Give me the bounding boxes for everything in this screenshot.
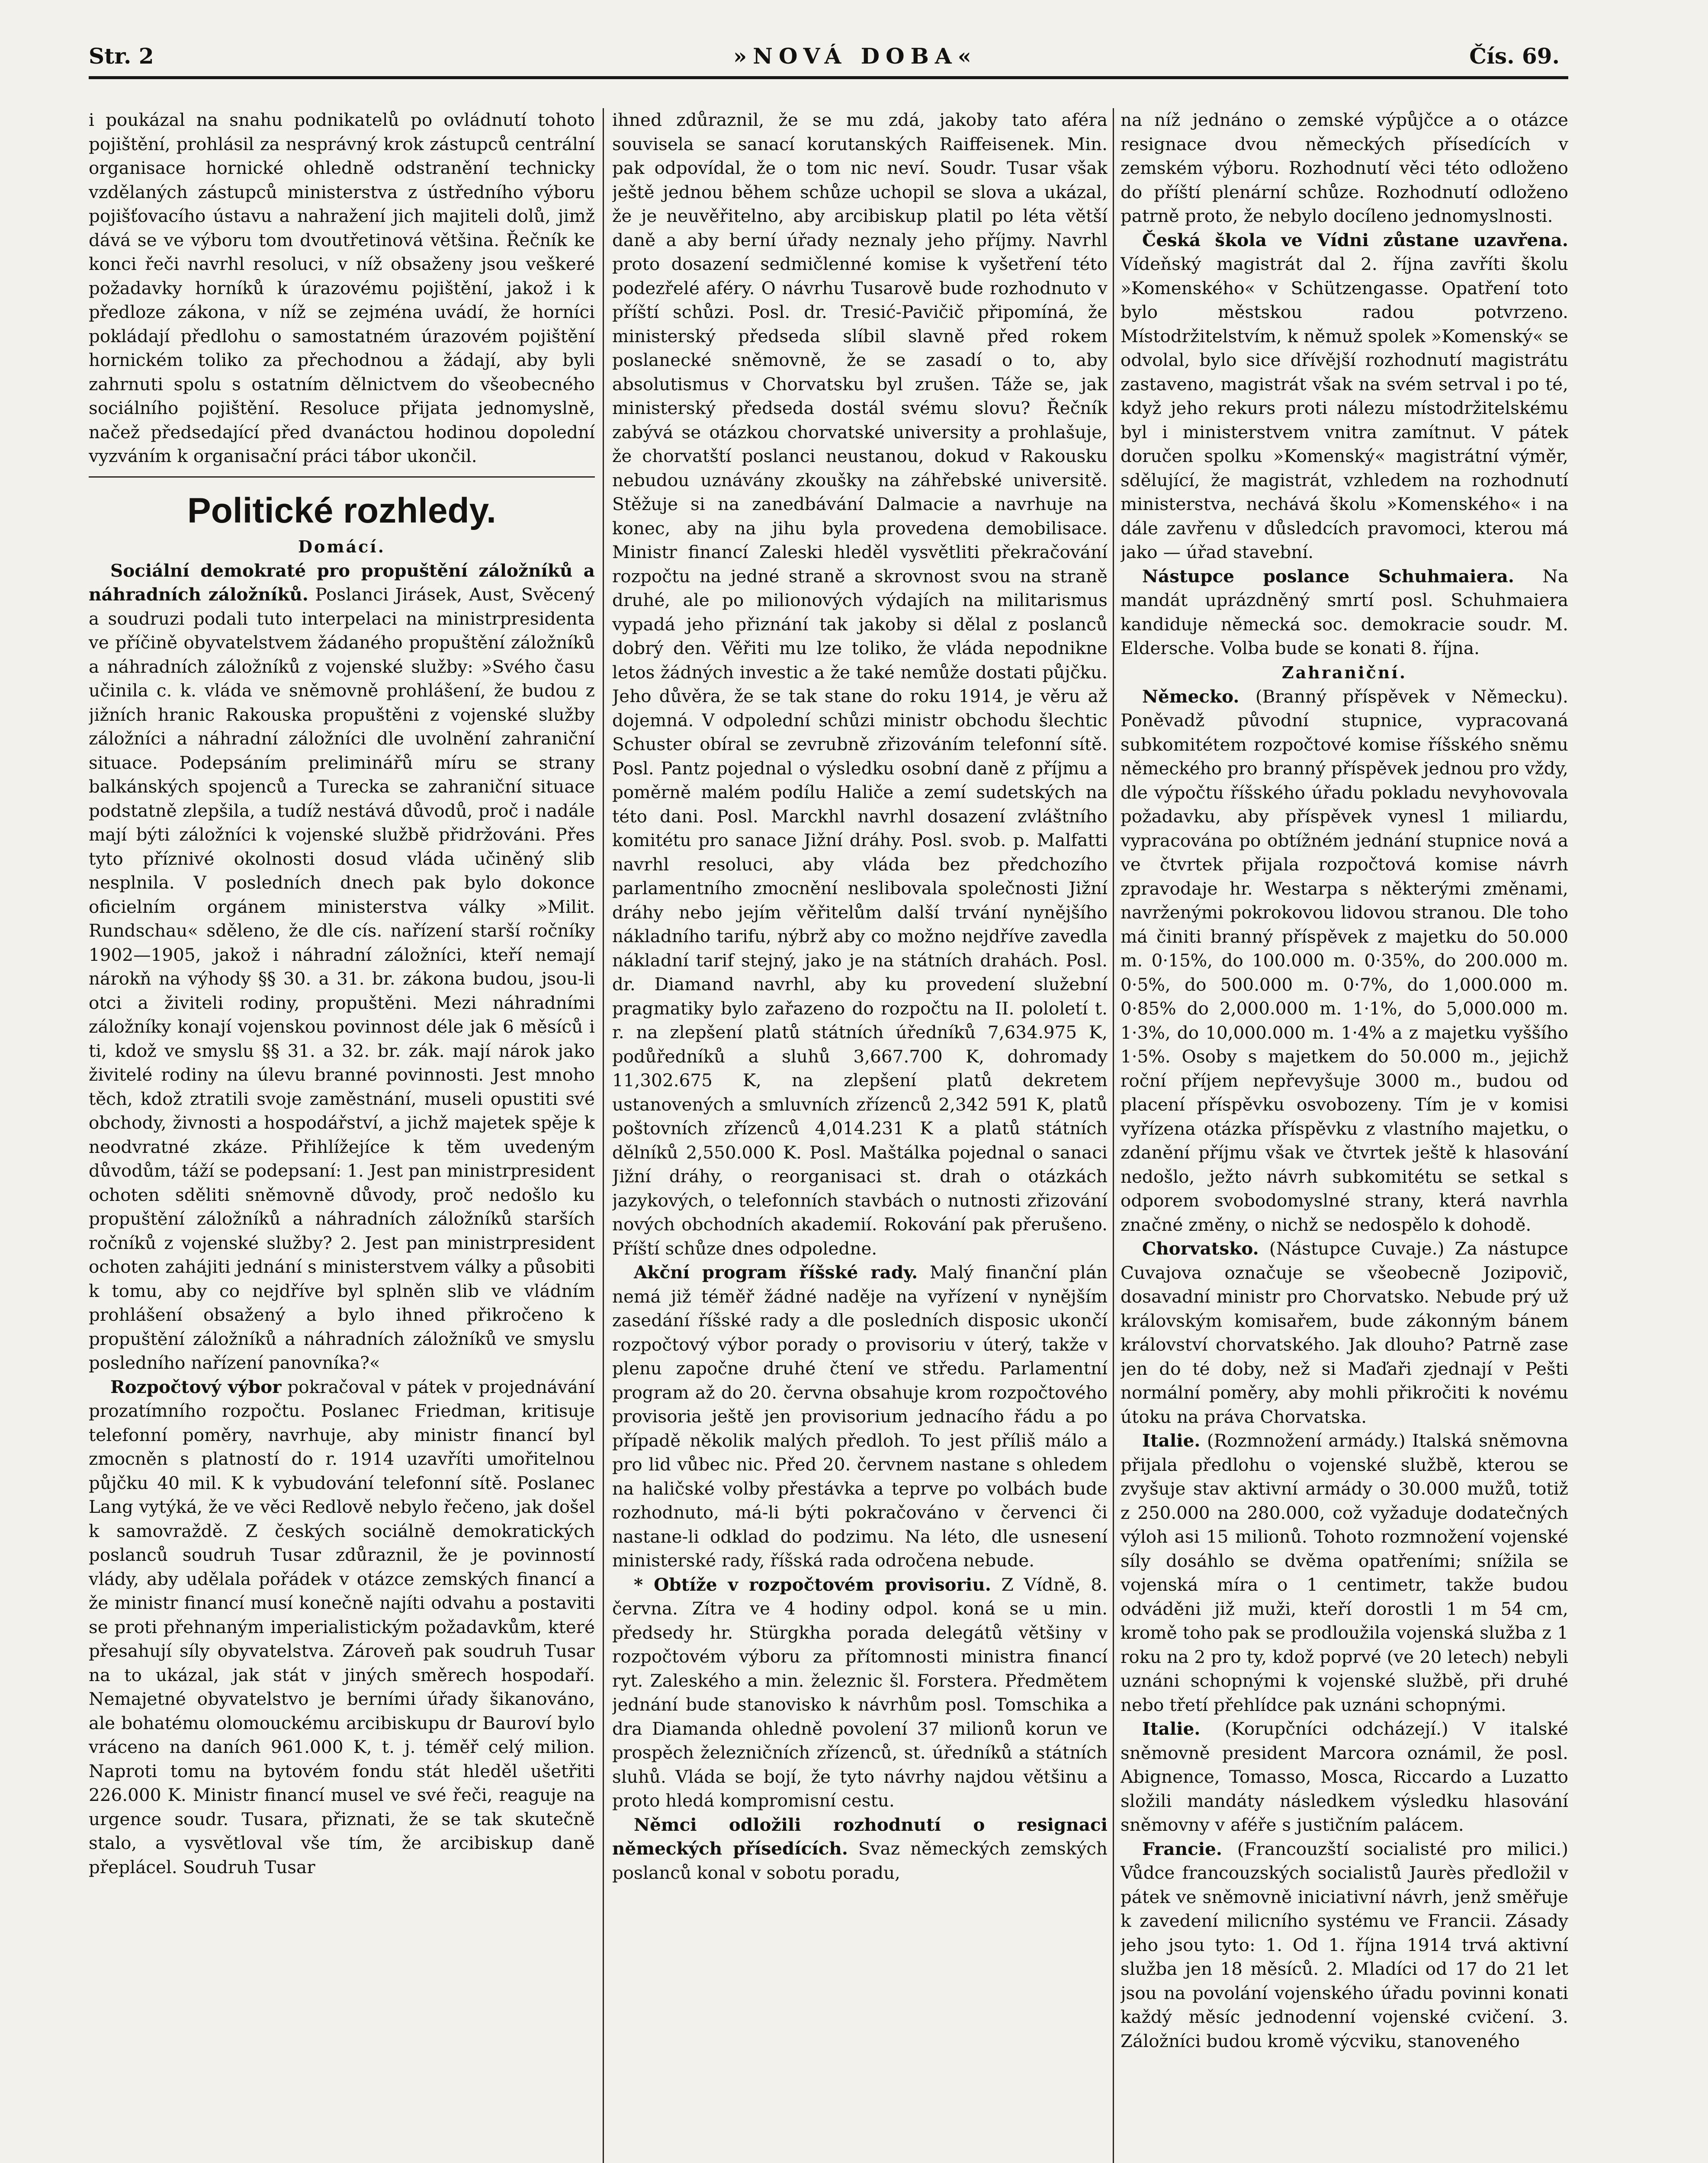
- article-headline: Akční program říšské rady.: [634, 1262, 918, 1283]
- article-headline: Chorvatsko.: [1142, 1238, 1259, 1259]
- article-headline: Rozpočtový výbor: [110, 1376, 282, 1397]
- article-headline: Italie.: [1142, 1430, 1201, 1451]
- article: [1120, 1717, 1568, 1837]
- header-rule: [89, 76, 1568, 79]
- article: [1120, 685, 1568, 1237]
- article-body: (Nástupce Cuvaje.) Za nástupce Cuvajova označuje se všeobecně Jozipovič, dosavadní ministr pro Chorvatsko. Nebude prý už královským komisařem, bude zákonným bánem království chorvatského. Jak dlouho? Patrně zase jen do té doby, než si Maďaři zjednají v Pešti normální poměry, aby mohli přikročiti k novému útoku na práva Chorvatska.: [1120, 1238, 1568, 1427]
- article-headline: Sociální demokraté pro propuštění záložníků a náhradních záložníků.: [89, 560, 595, 605]
- column-1: [89, 108, 595, 2163]
- article: [1120, 228, 1568, 565]
- article-body: Poslanci Jirásek, Aust, Svěcený a soudruzi podali tuto interpelaci na ministrpresidenta ve příčině obyvatelstvem žádaného propuštění záložníků a náhradních záložníků z vojenské služby: »Svého času učinila c. k. vláda ve sněmovně prohlášení, že budou z jižních hranic Rakouska propuštěni z vojenské služby záložníci a náhradní záložníci dle uvolnění zahraniční situace. Podepsáním preliminářů míru se strany balkánských spojenců a Turecka se zahraniční situace podstatně zlepšila, a tudíž nestává důvodů, proč i nadále mají býti záložníci k vojenské službě přidržováni. Přes tyto příznivé okolnosti dosud vláda učiněný slib nesplnila. V posledních dnech pak bylo dokonce oficielním orgánem ministerstva války »Milit. Rundschau« sděleno, že dle cís. nařízení starší ročníky 1902—1905, jakož i náhradní záložníci, kteří nemají nárokň na výhody §§ 30. a 31. br. zákona budou, jsou-li otci a živiteli rodiny, propuštěni. Mezi náhradními záložníky konají vojenskou povinnost déle jak 6 měsíců i ti, kdož ve smyslu §§ 31. a 32. br. zák. mají nárok jako živitelé rodiny na úlevu branné povinnosti. Jest mnoho těch, kdož ztratili svoje zaměstnání, museli opustiti své obchody, živnosti a hospodářství, a jichž majetek spěje k neodvratné zkáze. Přihlížejíce k těm uvedeným důvodům, táží se podepsaní: 1. Jest pan ministrpresident ochoten sděliti sněmovně důvody, proč nedošlo ku propuštění záložníků a náhradních záložníků starších ročníků z vojenské služby? 2. Jest pan ministrpresident ochoten zahájiti jednání s ministerstvem války a působiti k tomu, aby co nejdříve byl splněn slib ve vládním prohlášení obsažený a bylo ihned přikročeno k propuštění záložníků a náhradních záložníků ve smyslu posledního nařízení panovníka?«: [89, 584, 595, 1373]
- article: [1120, 1429, 1568, 1717]
- article-headline: Česká škola ve Vídni zůstane uzavřena.: [1142, 229, 1568, 250]
- article-body: Vídeňský magistrát dal 2. října zavříti školu »Komenského« v Schützengasse. Opatření toto bylo městskou radou potvrzeno. Místodržitelstvím, k němuž spolek »Komenský« se odvolal, bylo sice dřívější rozhodnutí magistrátu zastaveno, magistrát však na svém setrval i po té, když jeho rekurs proti nálezu místodržitelskému byl i ministerstvem vnitra zamítnut. V pátek doručen spolku »Komenský« magistrátní výměr, sdělující, že magistrát, vzhledem na rozhodnutí ministerstva, nechává školu »Komenského« i na dále zavřenu v důsledcích pravomoci, kterou má jako — úřad stavební.: [1120, 254, 1568, 562]
- column-divider: [603, 108, 604, 2163]
- article: [612, 1261, 1108, 1573]
- column-2: [612, 108, 1108, 2163]
- article-body: (Rozmnožení armády.) Italská sněmovna přijala předlohu o vojenské službě, kterou se zvyšuje stav aktivní armády o 30.000 mužů, totiž z 250.000 na 280.000, což vyžaduje dodatečných výloh asi 15 milionů. Tohoto rozmnožení vojenské síly dosáhlo se dvěma opatřeními; snížila se vojenská míra o 1 centimetr, takže budou odváděni již muži, kteří dorostli 1 m 54 cm, kromě toho pak se prodloužila vojenská služba z 1 roku na 2 pro ty, kdož poprvé (ve 20 letech) nebyli uznáni schopnými k vojenské službě, při druhé nebo třetí přehlídce pak uznáni schopnými.: [1120, 1430, 1568, 1715]
- article-body: Svaz německých zemských poslanců konal v sobotu poradu,: [612, 1838, 1108, 1883]
- article: [612, 1573, 1108, 1813]
- column-divider: [1113, 108, 1114, 2163]
- page-number: Str. 2: [89, 43, 154, 69]
- subsection-heading: Domácí.: [298, 536, 385, 556]
- section-title: Politické rozhledy.: [187, 491, 496, 530]
- article-continuation: i poukázal na snahu podnikatelů po ovládnutí tohoto pojištění, prohlásil za nesprávný krok zástupců centrální organisace hornické ohledně odstranění technicky vzdělaných zástupců ministerstva z ústředního výboru pojišťovacího ústavu a nahražení jich majiteli dolů, jimž dává se ve výboru tom dvoutřetinová většina. Řečník ke konci řeči navrhl resoluci, v níž obsaženy jsou veškeré požadavky horníků k úrazovému pojištění, jakož i k předloze zákona, v níž se zejména uvádí, že horníci pokládají předlohu o samostatném úrazovém pojištění hornickém toliko za přechodnou a žádají, aby byli zahrnuti spolu s ostatním dělnictvem do všeobecného sociálního pojištění. Resoluce přijata jednomyslně, načež předsedající před dvanáctou hodinou dopolední vyzváním k organisační práci tábor ukončil.: [89, 109, 595, 466]
- article: [612, 1813, 1108, 1885]
- article: [89, 1375, 595, 1880]
- article-headline: * Obtíže v rozpočtovém provisoriu.: [634, 1574, 991, 1595]
- article: [1120, 565, 1568, 661]
- article-body: Z Vídně, 8. června. Zítra ve 4 hodiny odpol. koná se u min. předsedy hr. Stürgkha porada delegátů většiny v rozpočtovém výboru za přítomnosti ministra financí ryt. Zaleského a min. železnic šl. Forstera. Předmětem jednání bude stanovisko k návrhům posl. Tomschika a dra Diamanda ohledně povolení 37 milionů korun ve prospěch železničních zřízenců, st. úředníků a státních sluhů. Vláda se bojí, že tyto návrhy najdou většinu a proto hledá kompromisní cestu.: [612, 1574, 1108, 1811]
- article-headline: Francie.: [1142, 1838, 1222, 1859]
- article-continuation: ihned zdůraznil, že se mu zdá, jakoby tato aféra souvisela se sanací korutanských Raiffeisenek. Min. pak odpovídal, že o tom nic neví. Soudr. Tusar však ještě jednou během schůze uchopil se slova a ukázal, že je neuvěřitelno, aby arcibiskup platil po léta větší daně a aby berní úřady neznaly jeho příjmy. Navrhl proto dosazení sedmičlenné komise k vyšetření této podezřelé aféry. O návrhu Tusarově bude rozhodnuto v příští schůzi. Posl. dr. Tresić-Pavičič připomíná, že ministerský předseda slíbil slavně před rokem poslanecké sněmovně, že se zasadí o to, aby absolutismus v Chorvatsku byl zrušen. Táže se, jak ministerský předseda dostál svému slovu? Řečník zabývá se otázkou chorvatské university a prohlašuje, že chorvatští poslanci neustanou, dokud v Rakousku nebudou uznávány zkoušky na záhřebské universitě. Stěžuje si na zanedbávání Dalmacie a navrhuje na konec, aby na jihu byla provedena demobilisace. Ministr financí Zaleski hleděl vysvětliti překračování rozpočtu na jedné straně a skrovnost svou na straně druhé, ale po milionových výdajích na militarismus vypadá jeho přiznání tak jakoby si dělal z poslanců dobrý den. Věřiti mu lze toliko, že vláda nepodnikne letos žádných investic a že také nemůže dostati půjčku. Jeho důvěra, že se tak stane do roku 1914, je věru až dojemná. V odpolední schůzi ministr obchodu šlechtic Schuster obíral se zevrubně zřizováním telefonní sítě. Posl. Pantz pojednal o výsledku osobní daně z příjmu a poměrně malém podílu Haliče a zemí sudetských na této dani. Posl. Marckhl navrhl dosazení zvláštního komitétu pro sanace Jižní dráhy. Posl. svob. p. Malfatti navrhl resoluci, aby vláda bez předchozího parlamentního zmocnění neslibovala společnosti Jižní dráhy nebo jejím věřitelům další trvání nynějšího nákladního tarifu, nýbrž aby co možno nejdříve zavedla nákladní tarif stejný, jako je na státních drahách. Posl. dr. Diamand navrhl, aby ku provedení služební pragmatiky bylo zařazeno do rozpočtu na II. pololetí t. r. na zlepšení platů státních úředníků 7,634.975 K, podůředníků a sluhů 3,667.700 K, dohromady 11,302.675 K, na zlepšení platů dekretem ustanovených a smluvních zřízenců 2,342 591 K, platů poštovních zřízenců 4,014.231 K a platů státních dělníků 2,550.000 K. Posl. Maštálka pojednal o sanaci Jižní dráhy, o reorganisaci st. drah o otázkách jazykových, o telefonních stavbách o nutnosti zřizování nových obchodních akademií. Rokování pak přerušeno. Příští schůze dnes odpoledne.: [612, 109, 1108, 1259]
- article-body: Na mandát uprázdněný smrtí posl. Schuhmaiera kandiduje německá soc. demokracie soudr. M. Eldersche. Volba bude se konati 8. října.: [1120, 565, 1568, 658]
- column-3: [1120, 108, 1568, 2163]
- article-headline: Nástupce poslance Schuhmaiera.: [1142, 565, 1515, 587]
- article-continuation: na níž jednáno o zemské výpůjčce a o otázce resignace dvou německých přísedících v zemském výboru. Rozhodnutí věci této odloženo do příští plenární schůze. Rozhodnutí odloženo patrně proto, že nebylo docíleno jednomyslnosti.: [1120, 109, 1568, 226]
- issue-number: Čís. 69.: [1469, 43, 1560, 69]
- article: [89, 559, 595, 1375]
- article-headline: Němci odložili rozhodnutí o resignaci německých přísedících.: [612, 1814, 1108, 1859]
- page-header: [89, 43, 1560, 78]
- article-body: Malý finanční plán nemá již téměř žádné naděje na vyřízení v nynějším zasedání říšské rady a dle posledních disposic ukončí rozpočtový výbor porady o provisoriu v úterý, takže v plenu započne druhé čtení ve středu. Parlamentní program až do 20. června obsahuje krom rozpočtového provisoria ještě jen provisorium jednacího řádu a po případě několik malých předloh. To jest příliš málo a pro lid vůbec nic. Před 20. červnem nastane s ohledem na haličské volby přestávka a teprve po volbách bude rozhodnuto, má-li býti pokračováno v červenci či nastane-li odklad do podzimu. Na léto, dle usnesení ministerské rady, říšská rada odročena nebude.: [612, 1262, 1108, 1571]
- newspaper-title: »NOVÁ DOBA«: [733, 43, 977, 69]
- article-headline: Italie.: [1142, 1718, 1201, 1739]
- section-divider: [89, 476, 595, 478]
- article-body: (Branný příspěvek v Německu). Poněvadž původní stupnice, vypracovaná subkomitétem rozpočtové komise říšského sněmu německého pro branný příspěvek jednou pro vždy, dle výpočtu říšského úřadu pokladu nevyhovovala požadavku, aby příspěvek vynesl 1 miliardu, vypracována po obtížném jednání stupnice nová a ve čtvrtek přijala rozpočtová komise návrh zpravodaje hr. Westarpa s některými změnami, navrženými pokrokovou lidovou stranou. Dle toho má činiti branný příspěvek z majetku do 50.000 m. 0·15%, do 100.000 m. 0·35%, do 200.000 m. 0·5%, do 500.000 m. 0·7%, do 1,000.000 m. 0·85% do 2,000.000 m. 1·1%, do 5,000.000 m. 1·3%, do 10,000.000 m. 1·4% a z majetku vyššího 1·5%. Osoby s majetkem do 50.000 m., jejichž roční příjem nepřevyšuje 3000 m., budou od placení příspěvku osvobozeny. Tím je v komisi vyřízena otázka příspěvku z vlastního majetku, o zdanění příjmu však ve čtvrtek ještě k hlasování nedošlo, ježto návrh subkomitétu se setkal s odporem svobodomyslné strany, která navrhla značné změny, o nichž se nedospělo k dohodě.: [1120, 686, 1568, 1235]
- article-body: pokračoval v pátek v projednávání prozatímního rozpočtu. Poslanec Friedman, kritisuje telefonní poměry, navrhuje, aby ministr financí byl zmocněn s platností do r. 1914 uzavříti umořitelnou půjčku 40 mil. K k vybudování telefonní sítě. Poslanec Lang vytýká, že ve věci Redlově nebylo řečeno, jak došel k samovraždě. Z českých sociálně demokratických poslanců soudruh Tusar zdůraznil, že je povinností vlády, aby udělala pořádek v otázce zemských financí a že ministr financí musí konečně najíti odvahu a postaviti se proti přehnaným imperialistickým požadavkům, které přesahují síly obyvatelstva. Zároveň pak soudruh Tusar na to ukázal, jak stát v jiných směrech hospodaří. Nemajetné obyvatelstvo je berními úřady šikanováno, ale bohatému olomouckému arcibiskupu dr Bauroví bylo vráceno na daních 961.000 K, t. j. téměř celý milion. Naproti tomu na bytovém fondu stát hleděl ušetřiti 226.000 K. Ministr financí musel ve své řeči, reaguje na urgence soudr. Tusara, přiznati, že se tak skutečně stalo, a vysvětloval vše tím, že arcibiskup daně přeplácel. Soudruh Tusar: [89, 1376, 595, 1877]
- article-body: (Francouzští socialisté pro milici.) Vůdce francouzských socialistů Jaurès předložil v pátek ve sněmovně iniciativní návrh, jenž směřuje k zavedení milicního systému ve Francii. Zásady jeho jsou tyto: 1. Od 1. října 1914 trvá aktivní služba jen 18 měsíců. 2. Mladíci od 17 do 21 let jsou na povolání vojenského úřadu povinni konati každý měsíc jednodenní vojenské cvičení. 3. Záložníci budou kromě výcviku, stanoveného: [1120, 1838, 1568, 2051]
- article-body: (Korupčníci odcházejí.) V italské sněmovně president Marcora oznámil, že posl. Abignence, Tomasso, Mosca, Riccardo a Luzatto složili mandáty následkem výsledku hlasování sněmovny v aféře s justičním palácem.: [1120, 1718, 1568, 1835]
- article: [1120, 1237, 1568, 1429]
- article: [1120, 1837, 1568, 2054]
- article-headline: Německo.: [1142, 686, 1239, 707]
- subsection-heading: Zahraniční.: [1281, 662, 1407, 682]
